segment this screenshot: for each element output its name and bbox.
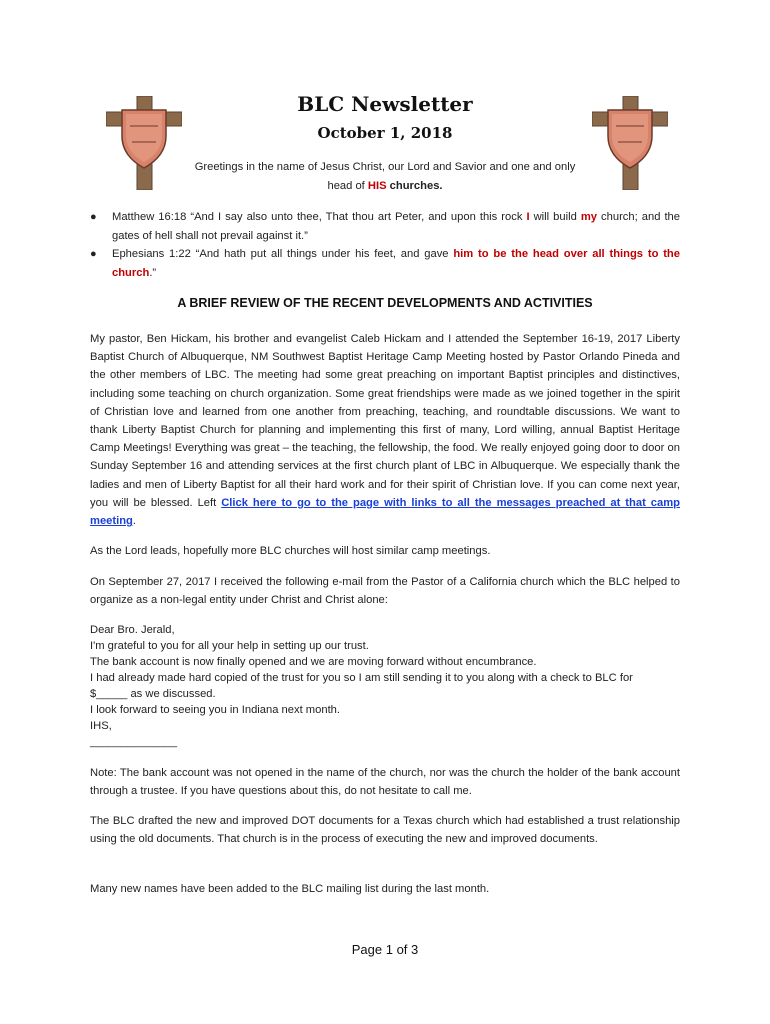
email-line: I'm grateful to you for all your help in setting up our trust. (90, 640, 369, 652)
page-number: Page 1 of 3 (351, 942, 419, 957)
greeting-highlight: HIS (367, 180, 387, 192)
paragraph-camp-meeting: My pastor, Ben Hickam, his brother and evangelist Caleb Hickam and I attended the September 16-19, 2017 Liberty Baptist Church of Albuquerque, NM Southwest Baptist Heritage Camp Meeting hosted by Pastor Orlando Pineda and the other members of LBC. The meeting had some great preaching on important Baptist principles and distinctives, including some teaching on church organization. Some great friendships were made as we joined together in the spirit of Christian love and learned from one another from preaching, teaching, and roundtable discussions. We want to thank Liberty Baptist Church for planning and implementing this first of many, Lord willing, annual Baptist Heritage Camp Meetings! Everything was great – the teaching, the fellowship, the food. We really enjoyed going door to door on Sunday September 16 and attending services at the first church plant of LBC in Albuquerque. We especially thank the ladies and men of Liberty Baptist for all their hard work and for their spirit of Christian love. If you can come next year, you will be blessed. Left Click here to go to the page with links to all the messages preached at that camp meeting. (90, 333, 680, 528)
scripture-list (90, 208, 680, 282)
scripture-item-matthew: ● Matthew 16:18 “And I say also unto thee, That thou art Peter, and upon this rock I will build my church; and the gates of hell shall not prevail against it.” (90, 211, 680, 242)
paragraph-note: Note: The bank account was not opened in the name of the church, nor was the church the holder of the bank account through a trustee. If you have questions about this, do not hesitate to call me. (90, 767, 680, 798)
paragraph-dot-documents: The BLC drafted the new and improved DOT documents for a Texas church which had established a trust relationship using the old documents. That church is in the process of executing the new and improved documents. (90, 815, 680, 846)
email-line: The bank account is now finally opened and we are moving forward without encumbrance. (90, 656, 537, 668)
email-line: ______________ (90, 736, 178, 748)
quoted-email (90, 622, 680, 750)
paragraph-email-intro: On September 27, 2017 I received the following e-mail from the Pastor of a California church which the BLC helped to organize as a non-legal entity under Christ and Christ alone: (90, 576, 680, 607)
email-line: I had already made hard copied of the trust for you so I am still sending it to you along with a check to BLC for (90, 672, 633, 684)
paragraph-mailing-list: Many new names have been added to the BLC mailing list during the last month. (90, 883, 490, 895)
newsletter-date: October 1, 2018 (317, 124, 453, 142)
email-line: IHS, (90, 720, 112, 732)
email-line: Dear Bro. Jerald, (90, 624, 175, 636)
email-line: I look forward to seeing you in Indiana next month. (90, 704, 341, 716)
email-line: $_____ as we discussed. (90, 688, 216, 700)
paragraph-lord-leads: As the Lord leads, hopefully more BLC churches will host similar camp meetings. (90, 545, 491, 557)
greeting-text: Greetings in the name of Jesus Christ, our Lord and Savior and one and only head of HIS churches. (194, 161, 576, 192)
section-heading: A BRIEF REVIEW OF THE RECENT DEVELOPMENTS AND ACTIVITIES (177, 296, 593, 310)
newsletter-title: BLC Newsletter (297, 92, 473, 116)
scripture-item-ephesians: ● Ephesians 1:22 “And hath put all things under his feet, and gave him to be the head over all things to the church.” (90, 248, 680, 279)
camp-meeting-messages-link[interactable]: Click here to go to the page with links to all the messages preached at that camp meeting (90, 496, 680, 528)
